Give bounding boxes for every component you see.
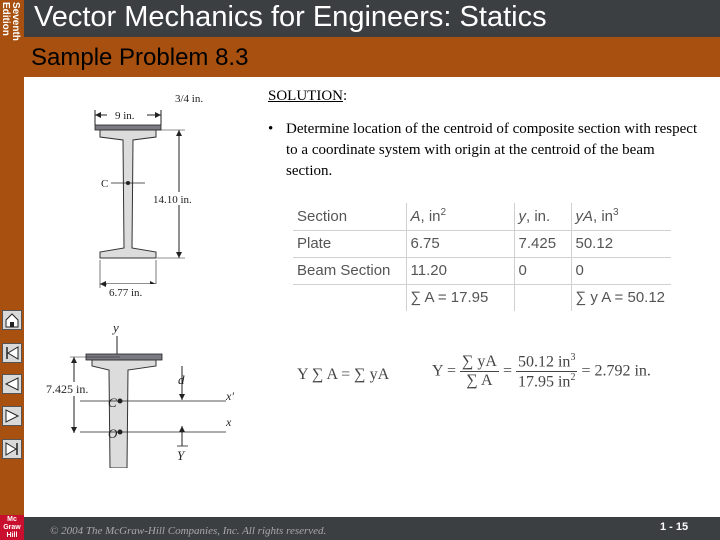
last-slide-icon: [3, 440, 21, 458]
equation-2: [432, 352, 651, 392]
eq2-num-2: 50.12 $in^3$: [517, 352, 576, 371]
eq2-den-1: ∑ A: [466, 372, 493, 390]
solution-heading: [268, 88, 347, 105]
y-axis-label: y: [113, 320, 119, 335]
cell-section: Beam Section: [293, 257, 406, 284]
table-row: [293, 257, 671, 284]
cell-y: 0: [514, 257, 571, 284]
nav-prev-button[interactable]: [2, 374, 22, 394]
plate-width-label: 9 in.: [115, 110, 135, 122]
eq2-lhs: Y =: [432, 362, 456, 380]
d-label: d: [178, 372, 185, 387]
flange-width-label: 6.77 in.: [109, 287, 143, 299]
flange-thickness-value: 3/4 in.: [175, 93, 204, 105]
nav-home-button[interactable]: [2, 310, 22, 330]
header-ya: yA, $in^3$: [571, 203, 671, 230]
xprime-label: x': [226, 389, 234, 403]
beam-section: [92, 360, 156, 468]
centroid-table: [293, 203, 671, 311]
bullet-text: Determine location of the centroid of composite section with respect to a coordinate system with origin at the centroid of the beam section.: [286, 121, 698, 179]
cell-ya: 0: [571, 257, 671, 284]
figure-coordinate-system: [40, 318, 240, 468]
solution-heading-colon: :: [343, 88, 348, 104]
ybar-label: Y: [177, 448, 185, 463]
logo-line-3: Hill: [6, 532, 18, 539]
table-header-row: [293, 203, 671, 230]
table-totals-row: [293, 284, 671, 311]
cell-section: Plate: [293, 230, 406, 257]
cell-ya: 50.12: [571, 230, 671, 257]
solution-heading-text: SOLUTION: [268, 88, 343, 104]
page-number: 1 - 15: [660, 521, 689, 533]
cell-empty: [293, 284, 406, 311]
logo-line-1: Mc: [7, 516, 17, 523]
page-subtitle: Sample Problem 8.3: [31, 44, 249, 71]
centroid-c-label: C: [101, 178, 109, 190]
eq2-num-1: ∑ yA: [461, 353, 497, 371]
top-plate: [95, 125, 161, 130]
o-label: O: [108, 426, 118, 441]
edition-line-2: Edition: [0, 2, 11, 36]
eq2-den-2: 17.95 $in^2$: [517, 372, 576, 391]
nav-next-button[interactable]: [2, 406, 22, 426]
page-title: Vector Mechanics for Engineers: Statics: [34, 1, 547, 33]
prev-slide-icon: [3, 375, 21, 393]
table-row: [293, 230, 671, 257]
eq2-fraction-2: [516, 352, 577, 392]
mcgraw-hill-logo: [0, 515, 24, 540]
i-beam-section: [100, 130, 156, 258]
nav-first-button[interactable]: [2, 343, 22, 363]
cell-area: 11.20: [406, 257, 514, 284]
eq2-result: = 2.792 in.: [581, 362, 651, 380]
edition-line-1: Seventh: [10, 2, 21, 41]
cell-sum-ya: ∑ y A = 50.12: [571, 284, 671, 311]
c-label: C: [108, 395, 117, 410]
logo-line-2: Graw: [3, 524, 21, 531]
eq2-fraction-1: [460, 353, 499, 390]
flange-thickness-label: [175, 93, 203, 105]
cell-sum-area: ∑ A = 17.95: [406, 284, 514, 311]
first-slide-icon: [3, 344, 21, 362]
depth-label: 14.10 in.: [153, 194, 192, 206]
home-icon: [3, 311, 21, 329]
cell-empty: [514, 284, 571, 311]
header-section: Section: [293, 203, 406, 230]
equation-1: Y ∑ A = ∑ yA: [297, 366, 390, 383]
header-area: A, $in^2$: [406, 203, 514, 230]
header-y: y, in.: [514, 203, 571, 230]
solution-bullet: [268, 119, 698, 182]
next-slide-icon: [3, 407, 21, 425]
cell-y: 7.425: [514, 230, 571, 257]
cell-area: 6.75: [406, 230, 514, 257]
edition-label: [0, 0, 24, 60]
bullet-dot: •: [268, 121, 274, 137]
copyright: © 2004 The McGraw-Hill Companies, Inc. All rights reserved.: [50, 525, 327, 537]
figure-beam-dimensions: [85, 88, 215, 303]
eq2-equals: =: [502, 362, 512, 380]
offset-label: 7.425 in.: [46, 382, 89, 396]
x-label: x: [226, 415, 232, 429]
nav-last-button[interactable]: [2, 439, 22, 459]
